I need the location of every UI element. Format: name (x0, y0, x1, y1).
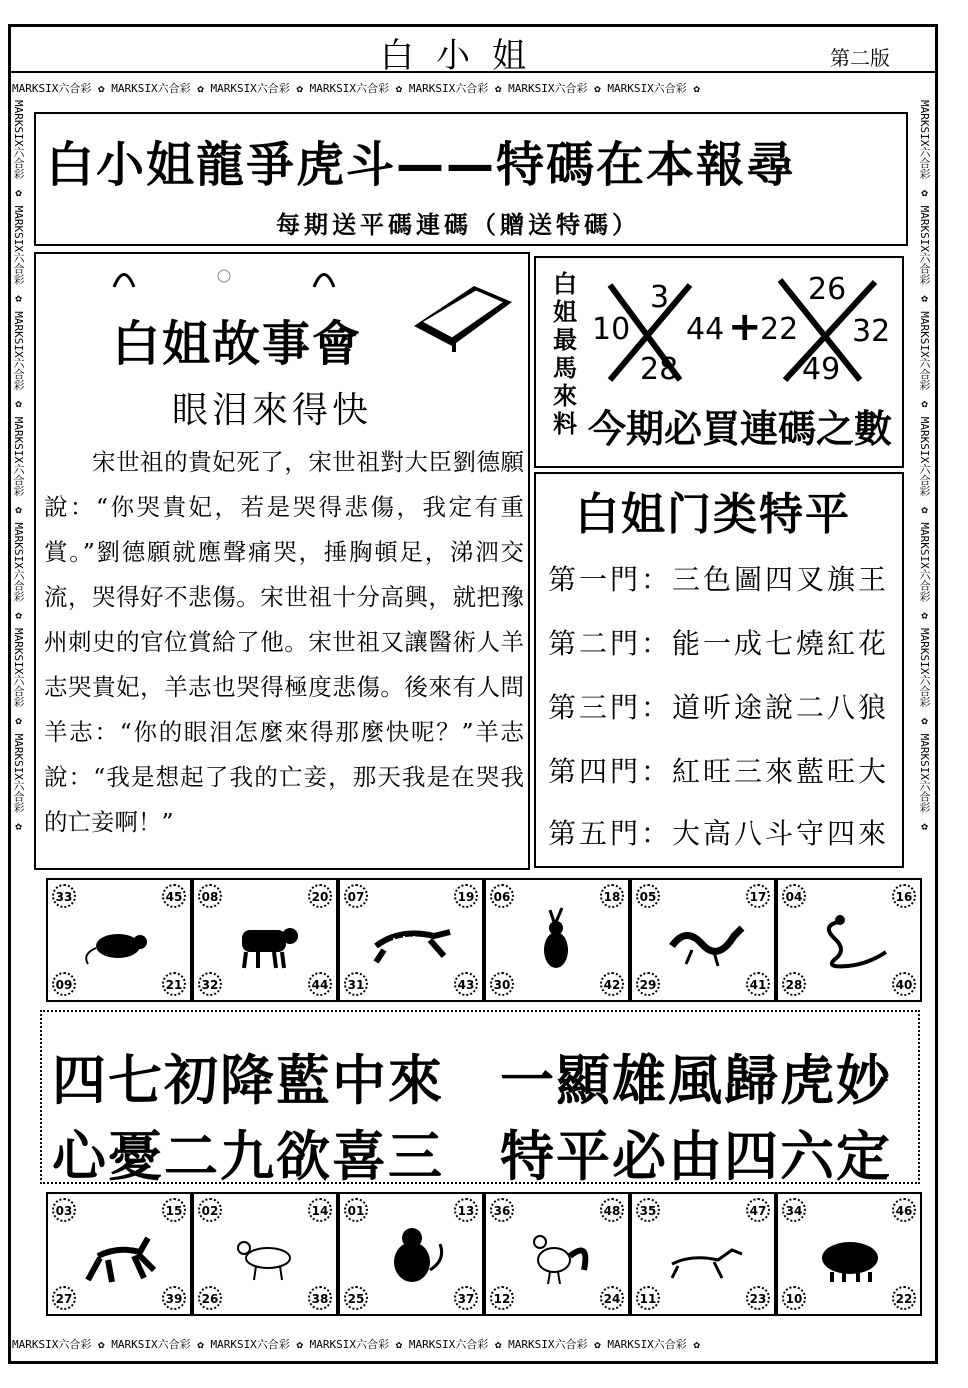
zodiac-number: 29 (636, 972, 660, 996)
category-value: 能一成七燒紅花 (672, 627, 890, 660)
buy-text: 今期必買連碼之數 (588, 407, 893, 451)
tiger-icon (370, 906, 454, 976)
story-body: 宋世祖的貴妃死了，宋世祖對大臣劉德願說：“你哭貴妃，若是哭得悲傷，我定有重賞。”劉德願就應聲痛哭，捶胸頓足，涕泗交流，哭得好不悲傷。宋世祖十分高興，就把豫州刺史的官位賞給了他。宋世祖又讓醫術人羊志哭貴妃，羊志也哭得極度悲傷。後來有人問羊志：“你的眼泪怎麼來得那麼快呢？”羊志說：“我是想起了我的亡妾，那天我是在哭我的亡妾啊！” (44, 448, 524, 836)
zodiac-number: 37 (454, 1286, 478, 1310)
zodiac-cell-tiger (338, 878, 484, 1002)
story-subtitle: 眼泪來得快 (172, 390, 373, 431)
zodiac-number: 10 (782, 1286, 806, 1310)
zodiac-number: 32 (198, 972, 222, 996)
zodiac-number: 28 (782, 972, 806, 996)
monkey-icon (370, 1220, 454, 1290)
zodiac-number: 33 (52, 884, 76, 908)
zodiac-number: 20 (308, 884, 332, 908)
zodiac-number: 41 (746, 972, 770, 996)
zodiac-number: 09 (52, 972, 76, 996)
zodiac-number: 25 (344, 1286, 368, 1310)
category-row (548, 622, 889, 662)
zodiac-cell-rabbit (484, 878, 630, 1002)
story-title: 白姐故事會 (112, 316, 363, 372)
zodiac-number: 34 (782, 1198, 806, 1222)
zodiac-row-bottom (46, 1192, 924, 1318)
zodiac-number: 45 (162, 884, 186, 908)
zodiac-number: 03 (52, 1198, 76, 1222)
zodiac-number: 15 (162, 1198, 186, 1222)
lotto-num: 32 (852, 314, 891, 349)
zodiac-number: 05 (636, 884, 660, 908)
zodiac-number: 39 (162, 1286, 186, 1310)
zodiac-number: 26 (198, 1286, 222, 1310)
category-label: 第二門： (548, 627, 673, 660)
rat-icon (78, 906, 162, 976)
zodiac-cell-dog (630, 1192, 776, 1316)
zodiac-number: 38 (308, 1286, 332, 1310)
poem-line-1: 四七初降藍中來 一顯雄風歸虎妙 (52, 1049, 892, 1112)
ornament-icon (104, 262, 344, 292)
zodiac-number: 27 (52, 1286, 76, 1310)
snake-icon (808, 906, 892, 976)
zodiac-number: 43 (454, 972, 478, 996)
category-row (548, 812, 889, 852)
lotto-num: 3 (650, 280, 670, 315)
lotto-num: 44 (686, 312, 725, 347)
headline: 白小姐龍爭虎斗——特碼在本報尋 (46, 137, 797, 193)
lotto-num: 26 (808, 272, 847, 307)
zodiac-cell-snake (776, 878, 922, 1002)
zodiac-number: 36 (490, 1198, 514, 1222)
zodiac-cell-monkey (338, 1192, 484, 1316)
zodiac-number: 30 (490, 972, 514, 996)
zodiac-number: 14 (308, 1198, 332, 1222)
zodiac-number: 24 (600, 1286, 624, 1310)
category-label: 第一門： (548, 563, 673, 596)
zodiac-number: 35 (636, 1198, 660, 1222)
watermark-band-left: MARKSIX六合彩 ✿ MARKSIX六合彩 ✿ MARKSIX六合彩 ✿ MARKSIX六合彩 ✿ MARKSIX六合彩 ✿ MARKSIX六合彩 ✿ MARKSIX六合彩 ✿ (12, 100, 25, 833)
pig-icon (808, 1220, 892, 1290)
zodiac-number: 11 (636, 1286, 660, 1310)
zodiac-cell-ox (192, 878, 338, 1002)
lotto-num: 22 (760, 312, 799, 347)
zodiac-number: 18 (600, 884, 624, 908)
zodiac-cell-horse (46, 1192, 192, 1316)
zodiac-number: 23 (746, 1286, 770, 1310)
zodiac-number: 04 (782, 884, 806, 908)
zodiac-number: 12 (490, 1286, 514, 1310)
lotto-num: 10 (592, 312, 631, 347)
zodiac-number: 07 (344, 884, 368, 908)
masthead-title: 白小姐 (380, 36, 548, 76)
watermark-band-bottom: MARKSIX六合彩 ✿ MARKSIX六合彩 ✿ MARKSIX六合彩 ✿ MARKSIX六合彩 ✿ MARKSIX六合彩 ✿ MARKSIX六合彩 ✿ MARKSIX六合彩 ✿ (12, 1338, 700, 1351)
lotto-num: 49 (802, 352, 841, 387)
edition-label: 第二版 (830, 46, 890, 70)
zodiac-cell-rat (46, 878, 192, 1002)
dragon-icon (662, 906, 746, 976)
zodiac-number: 08 (198, 884, 222, 908)
category-title: 白姐门类特平 (575, 489, 851, 540)
zodiac-number: 47 (746, 1198, 770, 1222)
zodiac-number: 44 (308, 972, 332, 996)
category-value: 三色圖四叉旗王 (672, 563, 890, 596)
rabbit-icon (516, 906, 600, 976)
ox-icon (224, 906, 308, 976)
dog-icon (662, 1220, 746, 1290)
watermark-band-top: MARKSIX六合彩 ✿ MARKSIX六合彩 ✿ MARKSIX六合彩 ✿ MARKSIX六合彩 ✿ MARKSIX六合彩 ✿ MARKSIX六合彩 ✿ MARKSIX六合彩 ✿ (12, 82, 700, 95)
zodiac-cell-rooster (484, 1192, 630, 1316)
zodiac-number: 19 (454, 884, 478, 908)
book-icon (404, 276, 514, 356)
zodiac-number: 42 (600, 972, 624, 996)
zodiac-number: 17 (746, 884, 770, 908)
category-value: 紅旺三來藍旺大 (672, 755, 890, 788)
category-label: 第五門： (548, 817, 673, 850)
zodiac-cell-goat (192, 1192, 338, 1316)
zodiac-number: 01 (344, 1198, 368, 1222)
lotto-side-label: 白姐最馬來料 (553, 270, 577, 438)
category-label: 第四門： (548, 755, 673, 788)
zodiac-number: 16 (892, 884, 916, 908)
zodiac-number: 02 (198, 1198, 222, 1222)
rooster-icon (516, 1220, 600, 1290)
watermark-band-right: MARKSIX六合彩 ✿ MARKSIX六合彩 ✿ MARKSIX六合彩 ✿ MARKSIX六合彩 ✿ MARKSIX六合彩 ✿ MARKSIX六合彩 ✿ MARKSIX六合彩 ✿ (918, 100, 931, 833)
category-row (548, 686, 889, 726)
subheadline: 每期送平碼連碼（贈送特碼） (276, 211, 640, 239)
category-row (548, 558, 889, 598)
zodiac-number: 46 (892, 1198, 916, 1222)
plus-sign: + (728, 304, 762, 350)
category-label: 第三門： (548, 691, 673, 724)
zodiac-cell-pig (776, 1192, 922, 1316)
zodiac-number: 22 (892, 1286, 916, 1310)
zodiac-number: 21 (162, 972, 186, 996)
goat-icon (224, 1220, 308, 1290)
zodiac-number: 31 (344, 972, 368, 996)
lotto-num: 28 (640, 352, 679, 387)
zodiac-cell-dragon (630, 878, 776, 1002)
poem-line-2: 心憂二九欲喜三 特平必由四六定 (52, 1125, 892, 1188)
category-value: 大高八斗守四來 (672, 817, 890, 850)
horse-icon (78, 1220, 162, 1290)
zodiac-number: 06 (490, 884, 514, 908)
zodiac-number: 40 (892, 972, 916, 996)
zodiac-number: 48 (600, 1198, 624, 1222)
zodiac-row-top (46, 878, 924, 1004)
zodiac-number: 13 (454, 1198, 478, 1222)
category-value: 道听途說二八狼 (672, 691, 890, 724)
category-row (548, 750, 889, 790)
